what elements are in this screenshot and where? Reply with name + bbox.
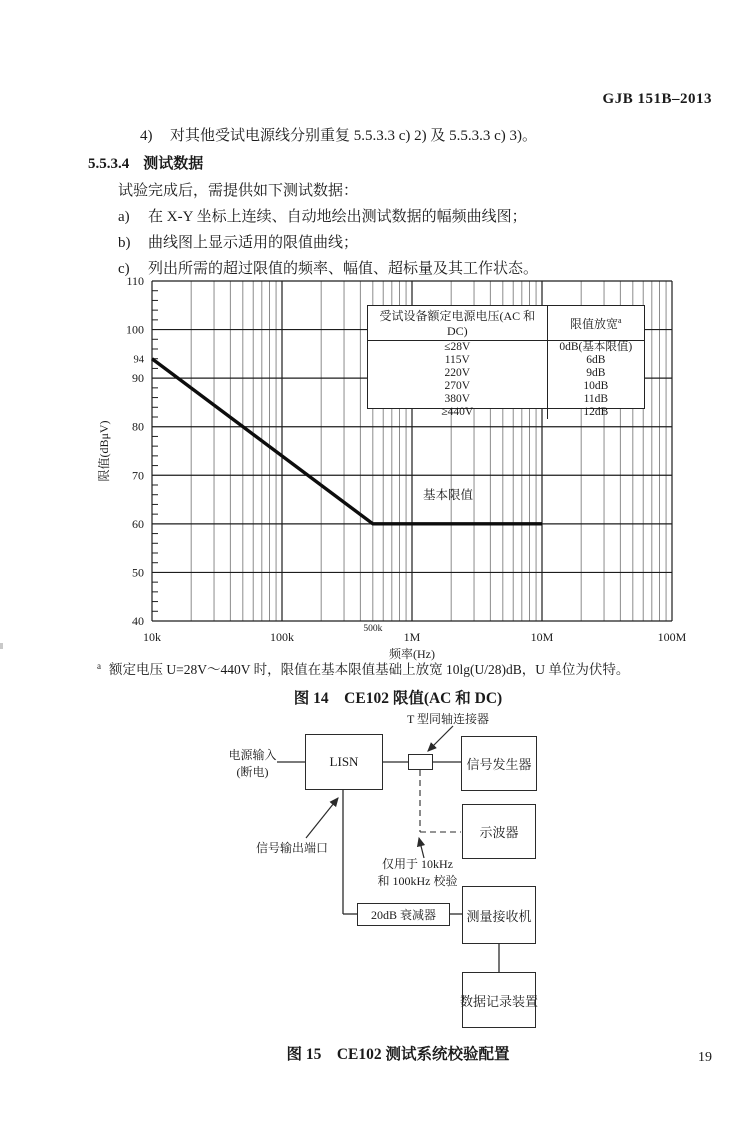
- table-row: 115V 6dB: [368, 354, 644, 367]
- list-marker: a): [118, 209, 130, 225]
- receiver-label: 测量接收机: [466, 908, 532, 924]
- basic-limit-annotation: 基本限值: [422, 488, 474, 502]
- limit-relaxation-table: [367, 305, 645, 418]
- scan-artifact: [0, 643, 3, 649]
- attenuator-box: [357, 903, 450, 926]
- figure-14-caption: 图 14 CE102 限值(AC 和 DC): [293, 690, 503, 707]
- list-item-a: [118, 205, 527, 226]
- svg-text:94: 94: [133, 354, 144, 366]
- section-title: 测试数据: [143, 156, 204, 172]
- svg-text:100k: 100k: [270, 630, 294, 644]
- calibration-diagram: [0, 705, 750, 1040]
- t-connector-box: [408, 754, 433, 770]
- t-connector-label: T 型同轴连接器: [406, 712, 490, 726]
- doc-number: 151B–2013: [637, 91, 712, 107]
- svg-text:10k: 10k: [143, 630, 161, 644]
- ce102-limit-chart: [90, 270, 715, 670]
- svg-text:1M: 1M: [403, 630, 421, 644]
- table-row: 220V 9dB: [368, 367, 644, 380]
- table-row: 380V 11dB: [368, 393, 644, 406]
- list-item-text: 在 X-Y 坐标上连续、自动地绘出测试数据的幅频曲线图；: [148, 209, 527, 225]
- svg-text:40: 40: [132, 614, 144, 628]
- attenuator-label: 20dB 衰减器: [370, 908, 436, 922]
- list-marker: c): [118, 261, 130, 277]
- intro-paragraph: 试验完成后，需提供如下测试数据：: [118, 183, 359, 199]
- figure-15-caption: 图 15 CE102 测试系统校验配置: [286, 1046, 510, 1063]
- tconnector-pointer-arrow: [428, 726, 453, 751]
- table-row: ≤28V 0dB(基本限值): [368, 341, 644, 355]
- signal-generator-label: 信号发生器: [466, 757, 532, 772]
- table-body: [368, 341, 644, 420]
- power-input-label: 电源输入 (断电): [228, 748, 277, 779]
- table-row: ≥440V 12dB: [368, 406, 644, 419]
- list-item-text: 曲线图上显示适用的限值曲线；: [148, 235, 359, 251]
- svg-text:90: 90: [132, 371, 144, 386]
- signal-generator-box: [461, 736, 537, 791]
- paragraph-text: 对其他受试电源线分别重复 5.5.3.3 c) 2) 及 5.5.3.3 c) 3)。: [170, 128, 538, 144]
- oscilloscope-box: [462, 804, 536, 859]
- svg-text:10M: 10M: [530, 630, 554, 644]
- recorder-box: [460, 972, 539, 1028]
- svg-text:60: 60: [132, 516, 144, 531]
- table-header-row: 受试设备额定电源电压(AC 和 DC) 限值放宽$^a$: [368, 306, 644, 341]
- signal-output-port-label: 信号输出端口: [255, 841, 328, 855]
- page-number: 19: [698, 1050, 712, 1065]
- svg-text:限值(dBμV): 限值(dBμV): [97, 420, 111, 482]
- list-marker: b): [118, 235, 131, 251]
- footnote-marker: a: [97, 660, 101, 671]
- doc-number-prefix: GJB: [602, 91, 634, 107]
- svg-text:70: 70: [132, 468, 144, 483]
- oscilloscope-label: 示波器: [479, 825, 519, 840]
- paragraph-step-4: [140, 124, 537, 145]
- lisn-box: [305, 734, 383, 790]
- lisn-label: LISN: [329, 754, 359, 769]
- footnote-a: [97, 658, 629, 678]
- svg-text:100: 100: [126, 322, 144, 337]
- recorder-label: 数据记录装置: [460, 993, 539, 1009]
- list-item-b: [118, 231, 358, 252]
- section-heading: [88, 152, 203, 173]
- svg-text:频率(Hz): 频率(Hz): [389, 647, 435, 661]
- table-row: 270V 10dB: [368, 380, 644, 393]
- svg-text:500k: 500k: [363, 624, 383, 634]
- section-number: 5.5.3.4: [88, 156, 130, 172]
- cal-note-arrow: [419, 838, 424, 858]
- list-marker: 4): [140, 128, 153, 144]
- signal-output-arrow: [306, 798, 338, 838]
- svg-text:100M: 100M: [657, 630, 687, 644]
- document-header: [0, 91, 712, 108]
- svg-text:110: 110: [126, 274, 144, 288]
- list-item-text: 列出所需的超过限值的频率、幅值、超标量及其工作状态。: [148, 261, 539, 277]
- cal-note-label: 仅用于 10kHz 和 100kHz 校验: [377, 857, 458, 888]
- footnote-text: 额定电压 U=28V～440V 时，限值在基本限值基础上放宽 10lg(U/28)dB，U 单位为伏特。: [109, 662, 630, 677]
- svg-text:50: 50: [132, 565, 144, 580]
- svg-text:80: 80: [132, 419, 144, 434]
- receiver-box: [462, 886, 536, 944]
